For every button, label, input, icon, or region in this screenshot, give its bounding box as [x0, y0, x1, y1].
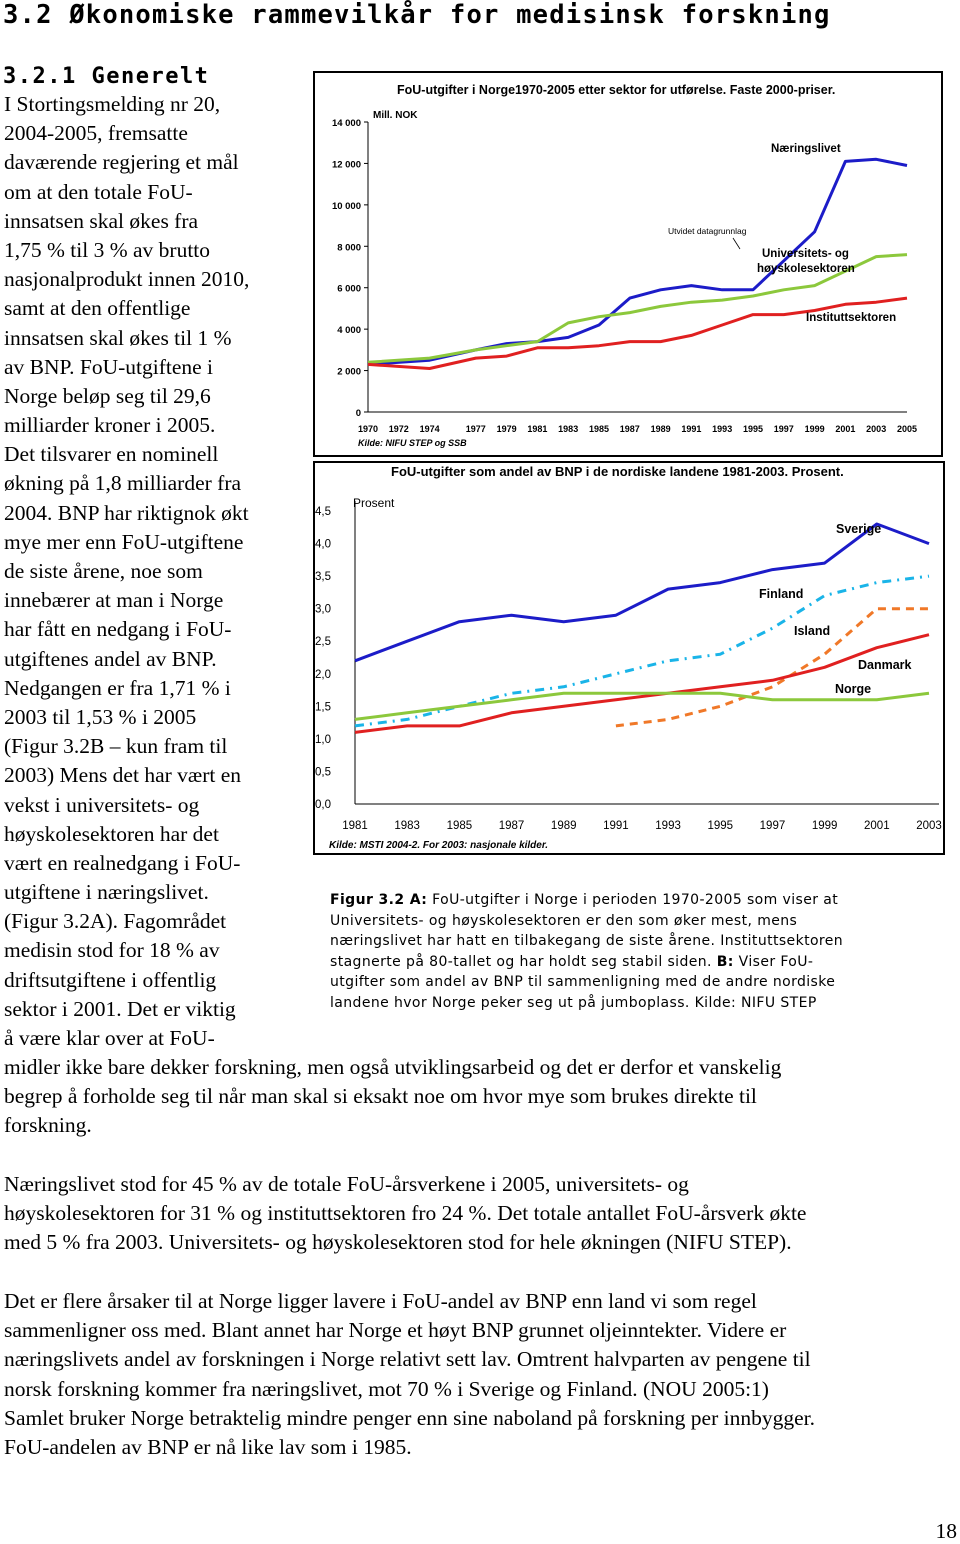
text-line: næringslivets andel av forskningen i Norge relativt sett lav. Omtrent halvparten av pengene til [4, 1347, 811, 1372]
chart-source: Kilde: MSTI 2004-2. For 2003: nasjonale kilder. [329, 840, 548, 851]
text-line: vært en realnedgang i FoU- [4, 850, 241, 875]
text-line: midler ikke bare dekker forskning, men også utviklingsarbeid og det er derfor et vanskelig [4, 1055, 782, 1079]
caption-line: Viser FoU- [733, 953, 814, 970]
y-tick-label: 0,0 [315, 799, 331, 811]
caption-line: stagnerte på 80-tallet og har holdt seg stabil siden. [330, 953, 717, 970]
y-tick-label: 14 000 [331, 118, 361, 129]
text-line: innsatsen skal økes fra [4, 208, 199, 233]
text-line: 2004-2005, fremsatte [4, 121, 188, 146]
text-line: 1,75 % til 3 % av brutto [4, 237, 211, 262]
caption-figure-label: Figur 3.2 A: [330, 892, 428, 908]
x-tick-label: 1991 [681, 424, 702, 434]
text-line: økning på 1,8 milliarder fra [4, 471, 242, 496]
x-tick-label: 1993 [655, 820, 681, 832]
x-tick-label: 1997 [773, 424, 794, 434]
text-line: sektor i 2001. Det er viktig [4, 996, 236, 1021]
x-tick-label: 1999 [804, 424, 825, 434]
text-line: Det er flere årsaker til at Norge ligger lavere i FoU-andel av BNP enn land vi som regel [4, 1289, 757, 1313]
caption-line: næringslivet har hatt en tilbakegang de siste årene. Instituttsektoren [330, 933, 844, 950]
x-tick-label: 2003 [866, 424, 887, 434]
x-tick-label: 1995 [742, 424, 764, 434]
text-line: medisin stod for 18 % av [4, 938, 220, 963]
y-tick-label: 1,0 [315, 733, 331, 746]
continuation-text [4, 1053, 781, 1141]
text-line: med 5 % fra 2003. Universitets- og høyskolesektoren stod for hele økningen (NIFU STEP). [4, 1230, 792, 1255]
text-line: innebærer at man i Norge [4, 588, 224, 613]
y-tick-label: 4,5 [315, 506, 331, 518]
text-line: høyskolesektoren har det [4, 821, 219, 846]
text-line: forskning. [4, 1113, 92, 1138]
y-tick-label: 0,5 [315, 766, 331, 779]
x-tick-label: 2003 [916, 820, 942, 832]
text-line: milliarder kroner i 2005. [4, 413, 216, 438]
y-tick-label: 10 000 [331, 200, 361, 212]
text-line: av BNP. FoU-utgiftene i [4, 354, 214, 379]
x-tick-label: 1987 [619, 424, 640, 434]
y-tick-label: 2,0 [315, 668, 331, 681]
annotation-text: Utvidet datagrunnlag [668, 226, 747, 236]
y-tick-label: 2,5 [315, 636, 331, 649]
text-line: om at den totale FoU- [4, 179, 193, 204]
x-tick-label: 1987 [498, 820, 525, 832]
series-label-uh: Universitets- og høyskolesektoren [757, 248, 855, 275]
x-tick-label: 1979 [496, 424, 517, 434]
figure-b-chart [313, 461, 945, 855]
y-tick-label: 3,0 [315, 603, 331, 616]
text-line: FoU-andelen av BNP er nå like lav som i 1985. [4, 1434, 412, 1459]
page-number: 18 [935, 1519, 957, 1543]
y-tick-label: 12 000 [331, 159, 361, 171]
series-label-sverige: Sverige [836, 522, 882, 536]
x-tick-label: 1995 [707, 820, 734, 832]
text-line: høyskolesektoren for 31 % og instituttsektoren fro 24 %. Det totale antallet FoU-årsverk økte [4, 1201, 807, 1226]
text-line: begrep å forholde seg til når man skal si eksakt noe om hvor mye som brukes direkte til [4, 1084, 757, 1109]
text-line: (Figur 3.2B – kun fram til [4, 734, 228, 759]
text-line: 2003) Mens det har vært en [4, 763, 242, 788]
text-line: Næringslivet stod for 45 % av de totale FoU-årsverkene i 2005, universitets- og [4, 1172, 689, 1196]
x-tick-label: 1989 [550, 820, 577, 832]
y-tick-label: 4,0 [315, 538, 331, 551]
y-tick-label: 0 [355, 408, 361, 419]
text-line: 2003 til 1,53 % i 2005 [4, 704, 197, 729]
x-tick-label: 2001 [835, 424, 856, 434]
x-tick-label: 1972 [388, 424, 409, 434]
text-line: Norge beløp seg til 29,6 [4, 383, 211, 408]
x-tick-label: 1985 [446, 820, 473, 832]
series-label-institutt: Instituttsektoren [806, 312, 897, 324]
text-line: mye mer enn FoU-utgiftene [4, 529, 244, 554]
x-tick-label: 1993 [712, 424, 733, 434]
text-line: sammenligner oss med. Blant annet har Norge et høyt BNP grunnet oljeinntekter. Videre er [4, 1318, 787, 1343]
y-tick-label: 3,5 [315, 571, 331, 584]
x-tick-label: 1970 [357, 424, 379, 434]
text-line: vekst i universitets- og [4, 792, 200, 817]
chart-source: Kilde: NIFU STEP og SSB [358, 438, 467, 448]
text-line: har fått en nedgang i FoU- [4, 617, 232, 642]
series-label-naeringslivet: Næringslivet [771, 143, 841, 155]
x-tick-label: 1977 [465, 424, 486, 434]
x-tick-label: 1999 [811, 820, 838, 832]
caption-line: Universitets- og høyskolesektoren er den som øker mest, mens [330, 912, 798, 929]
text-line: norsk forskning kommer fra næringslivet, mot 70 % i Sverige og Finland. (NOU 2005:1) [4, 1376, 769, 1401]
caption-b-label: B: [716, 953, 734, 970]
series-label-island: Island [794, 624, 831, 638]
y-tick-label: 8 000 [337, 242, 361, 254]
text-line: (Figur 3.2A). Fagområdet [4, 909, 227, 934]
caption-line: FoU-utgifter i Norge i perioden 1970-2005 som viser at [427, 892, 839, 908]
text-line: nasjonalprodukt innen 2010, [4, 267, 250, 292]
series-label-finland: Finland [759, 587, 804, 601]
text-line: daværende regjering et mål [4, 150, 239, 175]
text-line: Nedgangen er fra 1,71 % i [4, 675, 231, 700]
figure-caption [330, 890, 950, 1014]
x-tick-label: 2005 [896, 424, 918, 434]
chart-title: FoU-utgifter som andel av BNP i de nordiske landene 1981-2003. Prosent. [391, 464, 844, 479]
text-line: å være klar over at FoU- [4, 1026, 215, 1050]
x-tick-label: 1983 [394, 820, 420, 832]
paragraph-2 [4, 1170, 806, 1258]
section-heading: 3.2 Økonomiske rammevilkår for medisinsk forskning [3, 0, 831, 30]
y-tick-label: 1,5 [315, 701, 331, 714]
x-tick-label: 2001 [864, 820, 890, 832]
caption-line: utgifter som andel av BNP til sammenligning med de andre nordiske [330, 974, 836, 991]
text-line: utgiftenes andel av BNP. [4, 646, 217, 671]
caption-line: landene hvor Norge peker seg ut på jumboplass. Kilde: NIFU STEP [330, 994, 817, 1011]
x-tick-label: 1983 [558, 424, 579, 434]
y-tick-label: 4 000 [337, 325, 361, 337]
series-label-danmark: Danmark [858, 658, 912, 672]
text-line: I Stortingsmelding nr 20, [4, 92, 221, 116]
x-tick-label: 1981 [342, 820, 368, 832]
y-axis-label: Prosent [353, 496, 395, 510]
text-line: 2004. BNP har riktignok økt [4, 500, 249, 525]
text-line: de siste årene, noe som [4, 559, 203, 583]
chart-title: FoU-utgifter i Norge1970-2005 etter sektor for utførelse. Faste 2000-priser. [397, 83, 836, 97]
left-column-text [4, 90, 249, 1053]
x-tick-label: 1991 [603, 820, 629, 832]
series-label-norge: Norge [835, 682, 872, 696]
text-line: Samlet bruker Norge betraktelig mindre penger enn sine naboland på forskning per innbygger. [4, 1405, 815, 1430]
text-line: samt at den offentlige [4, 296, 191, 321]
paragraph-3 [4, 1287, 815, 1462]
figure-a-chart [313, 71, 943, 457]
x-tick-label: 1997 [759, 820, 786, 832]
y-tick-label: 6 000 [337, 283, 361, 295]
x-tick-label: 1974 [419, 424, 440, 434]
text-line: driftsutgiftene i offentlig [4, 967, 217, 992]
text-line: innsatsen skal økes til 1 % [4, 325, 232, 350]
text-line: Det tilsvarer en nominell [4, 442, 219, 467]
text-line: utgiftene i næringslivet. [4, 880, 209, 905]
y-axis-label: Mill. NOK [373, 110, 418, 121]
x-tick-label: 1985 [588, 424, 610, 434]
x-tick-label: 1981 [527, 424, 548, 434]
y-tick-label: 2 000 [337, 366, 361, 378]
subsection-heading: 3.2.1 Generelt [3, 64, 210, 89]
x-tick-label: 1989 [650, 424, 671, 434]
